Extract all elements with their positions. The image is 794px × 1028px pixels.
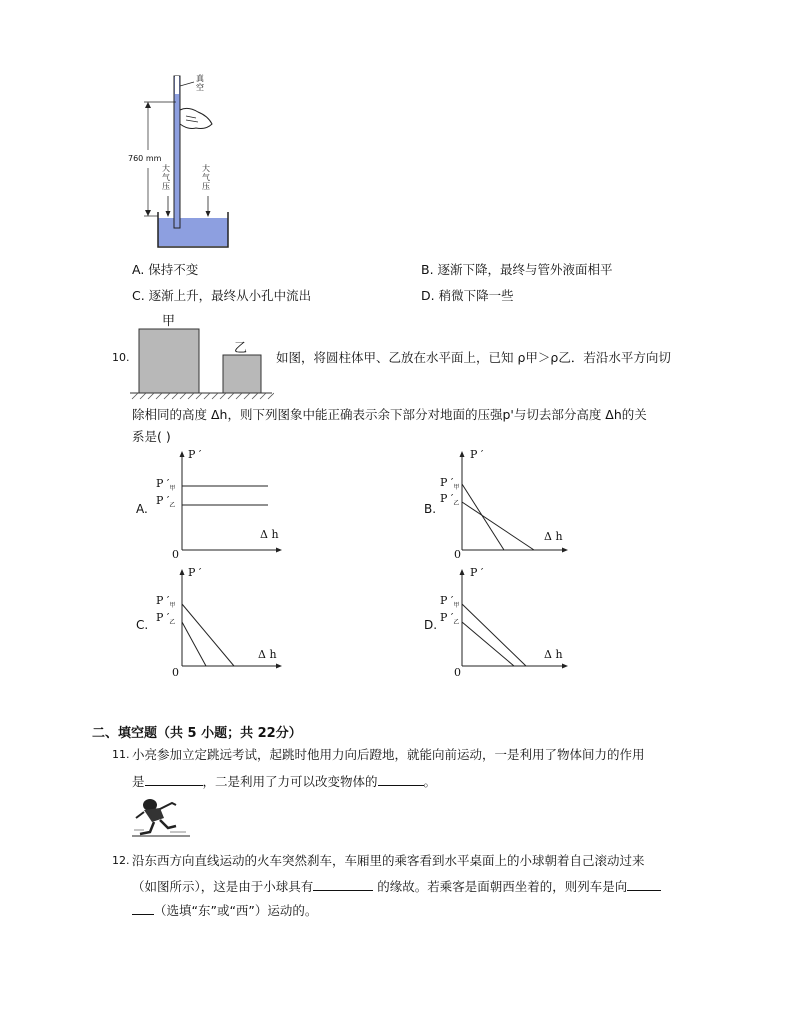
jumper-illustration	[130, 796, 194, 840]
option-b: B. 逐渐下降，最终与管外液面相平	[421, 262, 613, 277]
graph-b	[424, 448, 574, 566]
vacuum-label: 真空	[196, 74, 204, 92]
graph-c-x-label: Δ h	[258, 648, 277, 661]
graph-a-p-yi: P $'_乙$	[156, 494, 176, 510]
question-10-line1: 如图，将圆柱体甲、乙放在水平面上，已知 ρ甲＞ρ乙．若沿水平方向切	[276, 350, 671, 365]
graph-d-option: D.	[424, 618, 438, 632]
graph-b-option: B.	[424, 502, 437, 516]
graph-a-option: A.	[136, 502, 148, 516]
question-11-line1: 小亮参加立定跳远考试，起跳时他用力向后蹬地，就能向前运动，一是利用了物体间力的作用	[132, 747, 645, 762]
graph-c-p-yi: P $'_乙$	[156, 611, 176, 627]
question-12-number: 12.	[112, 854, 130, 867]
question-12-line3: （选填“东”或“西”）运动的。	[132, 901, 317, 920]
graph-b-p-yi: P $'_乙$	[440, 492, 460, 508]
graph-a-p-jia: P $'_甲$	[156, 477, 176, 493]
graph-a-origin: 0	[172, 548, 179, 561]
graph-c	[136, 566, 286, 684]
atm-right-label: 大气压	[202, 164, 210, 191]
q12-blank-2b[interactable]	[132, 901, 154, 915]
blocks-figure	[128, 308, 274, 400]
atm-left-label: 大气压	[162, 164, 170, 191]
option-a: A. 保持不变	[132, 262, 199, 277]
graph-a-y-label: P ′	[188, 448, 202, 461]
question-11-line2: 是 ，二是利用了力可以改变物体的 。	[132, 774, 437, 789]
graph-c-option: C.	[136, 618, 149, 632]
question-10-line2: 除相同的高度 Δh，则下列图象中能正确表示余下部分对地面的压强p'与切去部分高度 Δh的关	[132, 407, 647, 422]
q11-blank-1[interactable]	[145, 772, 203, 786]
question-12-line1: 沿东西方向直线运动的火车突然刹车，车厢里的乘客看到水平桌面上的小球朝着自己滚动过来	[132, 853, 645, 868]
question-11-number: 11.	[112, 748, 130, 761]
question-10-number: 10.	[112, 351, 130, 364]
option-c: C. 逐渐上升，最终从小孔中流出	[132, 288, 312, 303]
graph-b-line-jia	[462, 484, 504, 550]
graph-d-x-label: Δ h	[544, 648, 563, 661]
block-yi-label: 乙	[234, 341, 248, 356]
option-d: D. 稍微下降一些	[421, 288, 514, 303]
graph-b-p-jia: P $'_甲$	[440, 476, 460, 492]
q11-blank-2[interactable]	[378, 772, 424, 786]
block-jia-label: 甲	[162, 314, 176, 329]
graph-d-line-jia	[462, 604, 526, 666]
graph-c-origin: 0	[172, 666, 179, 679]
graph-c-p-jia: P $'_甲$	[156, 594, 176, 610]
graph-b-origin: 0	[454, 548, 461, 561]
graph-c-line-jia	[182, 604, 234, 666]
barometer-figure	[128, 72, 238, 252]
question-10-line3: 系是( )	[132, 429, 171, 444]
graph-a	[136, 448, 286, 566]
q12-blank-1[interactable]	[313, 877, 373, 891]
graph-b-y-label: P ′	[470, 448, 484, 461]
section-title: 二、填空题（共 5 小题；共 22分）	[92, 726, 302, 741]
graph-d-origin: 0	[454, 666, 461, 679]
question-12-line2: （如图所示），这是由于小球具有 的缘故。若乘客是面朝西坐着的，则列车是向	[132, 877, 661, 896]
graph-d	[424, 566, 574, 684]
graph-d-p-yi: P $'_乙$	[440, 611, 460, 627]
height-760-label: 760 mm	[128, 154, 162, 163]
graph-d-y-label: P ′	[470, 566, 484, 579]
graph-b-line-yi	[462, 502, 534, 550]
graph-a-x-label: Δ h	[260, 528, 279, 541]
graph-c-y-label: P ′	[188, 566, 202, 579]
graph-b-x-label: Δ h	[544, 530, 563, 543]
q12-blank-2a[interactable]	[627, 877, 661, 891]
graph-d-p-jia: P $'_甲$	[440, 594, 460, 610]
